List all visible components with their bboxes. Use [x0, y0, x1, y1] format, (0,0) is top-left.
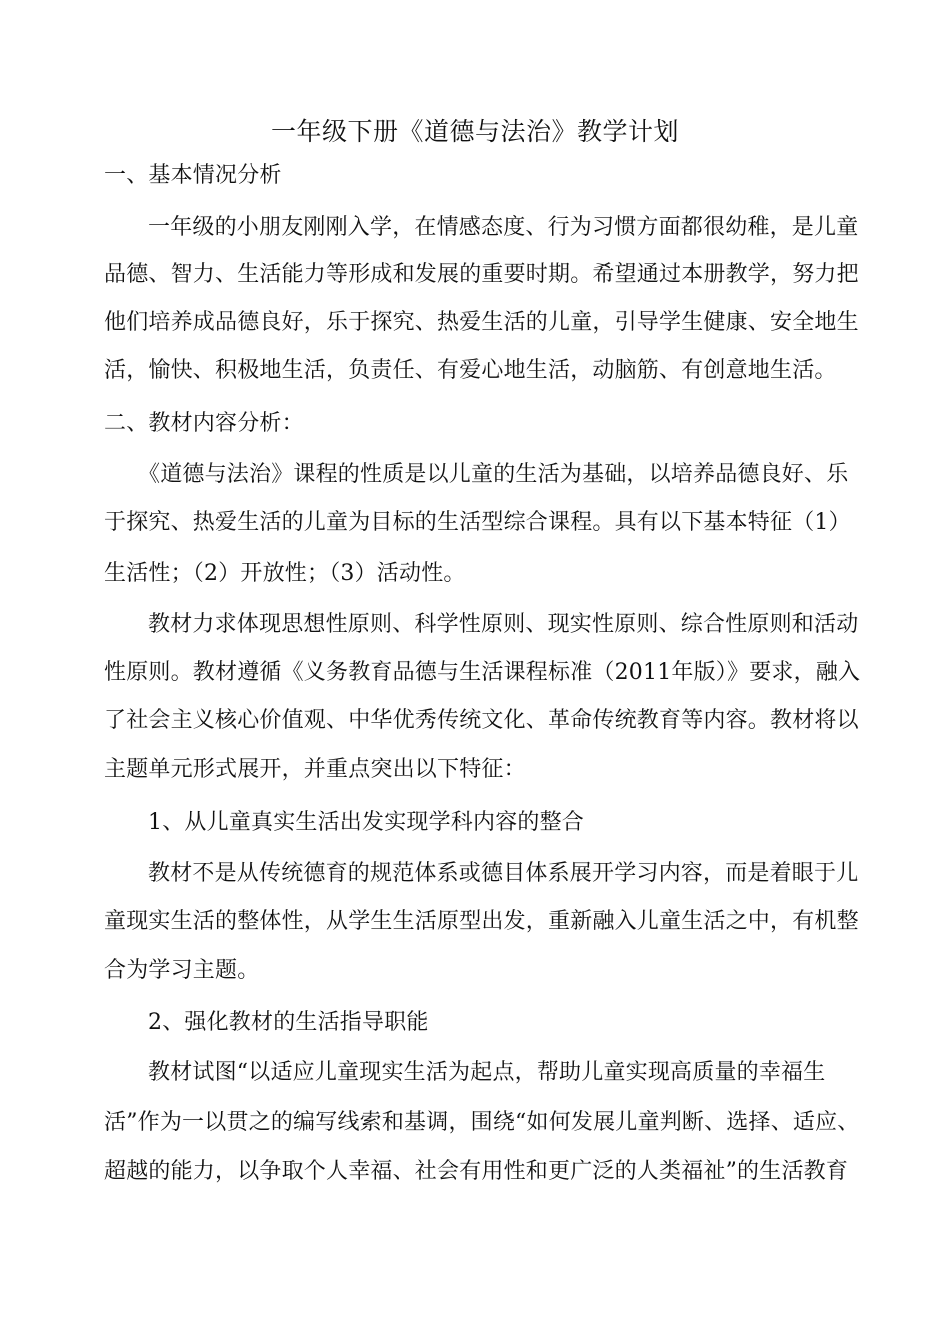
paragraph-line: 教材试图“以适应儿童现实生活为起点，帮助儿童实现高质量的幸福生: [148, 1060, 826, 1085]
paragraph-line: 于探究、热爱生活的儿童为目标的生活型综合课程。具有以下基本特征（1）: [104, 510, 851, 535]
feature-heading-2: 2、强化教材的生活指导职能: [148, 1010, 429, 1035]
paragraph-line: 一年级的小朋友刚刚入学，在情感态度、行为习惯方面都很幼稚，是儿童: [148, 215, 859, 240]
paragraph-line: 教材不是从传统德育的规范体系或德目体系展开学习内容，而是着眼于儿: [148, 861, 859, 886]
paragraph-line: 主题单元形式展开，并重点突出以下特征：: [104, 757, 526, 782]
paragraph-line: 合为学习主题。: [104, 958, 260, 983]
paragraph-line: 教材力求体现思想性原则、科学性原则、现实性原则、综合性原则和活动: [148, 612, 859, 637]
paragraph-line: 童现实生活的整体性，从学生生活原型出发，重新融入儿童生活之中，有机整: [104, 909, 859, 934]
paragraph-line: 超越的能力，以争取个人幸福、社会有用性和更广泛的人类福祉”的生活教育: [104, 1159, 849, 1184]
paragraph-line: 《道德与法治》课程的性质是以儿童的生活为基础，以培养品德良好、乐: [138, 462, 849, 487]
paragraph-line: 他们培养成品德良好，乐于探究、热爱生活的儿童，引导学生健康、安全地生: [104, 310, 859, 335]
paragraph-line: 活，愉快、积极地生活，负责任、有爱心地生活，动脑筋、有创意地生活。: [104, 358, 837, 383]
paragraph-line: 了社会主义核心价值观、中华优秀传统文化、革命传统教育等内容。教材将以: [104, 708, 859, 733]
paragraph-line: 品德、智力、生活能力等形成和发展的重要时期。希望通过本册教学，努力把: [104, 262, 859, 287]
paragraph-line: 性原则。教材遵循《义务教育品德与生活课程标准（2011年版）》要求，融入: [104, 660, 861, 685]
feature-heading-1: 1、从儿童真实生活出发实现学科内容的整合: [148, 810, 584, 835]
paragraph-line: 活”作为一以贯之的编写线索和基调，围绕“如何发展儿童判断、选择、适应、: [104, 1110, 860, 1135]
section-heading-material-analysis: 二、教材内容分析：: [104, 411, 304, 436]
section-heading-basic-analysis: 一、基本情况分析: [104, 163, 282, 188]
document-title: 一年级下册《道德与法治》教学计划: [270, 117, 679, 146]
paragraph-line: 生活性；（2）开放性；（3）活动性。: [104, 561, 466, 586]
